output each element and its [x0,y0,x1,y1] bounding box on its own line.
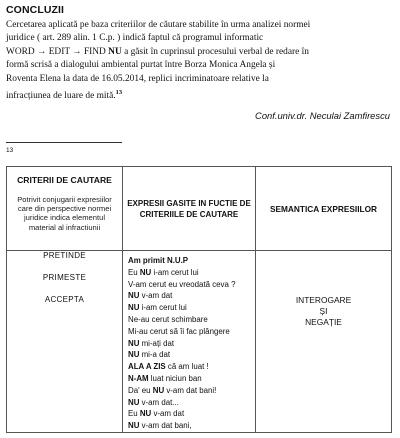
paragraph-line [6,73,392,86]
expression-text: v-am dat bani, [139,421,192,431]
criteria-table [6,166,392,433]
paragraph-text: a găsit în cuprinsul procesului verbal de redare în [121,46,309,57]
search-verb: PRIMESTE [42,273,87,282]
expression-text: NU [128,338,140,348]
expression-text: luat niciun ban [148,373,202,383]
expressions-header-cell [123,167,256,251]
paragraph-text: infracțiunea de luare de mită. [6,91,116,102]
expression-text: NU [128,397,140,407]
phrases-cell [123,251,256,433]
semantic-term: INTEROGARE [295,295,352,305]
found-expression [128,279,255,291]
expression-text: N-AM [128,373,149,383]
footnote-ref: 13 [115,89,123,97]
expression-text: v-am dat [139,291,173,301]
footnote-separator [6,142,122,143]
paragraph-text: formă scrisă a dialogului ambiental purtat între Borza Monica Angela și [6,60,276,71]
found-expression [128,255,255,267]
footnote-number: 13 [6,147,14,154]
conclusion-paragraph [6,19,392,104]
expression-text: NU [128,303,140,313]
paragraph-line [6,32,392,45]
expression-text: mi-a dat [139,350,171,360]
table-body-row [7,251,392,433]
semantics-cell [256,251,392,433]
found-expression [128,385,255,397]
expression-text: v-am dat bani! [164,385,217,395]
expression-text: NU [128,291,140,301]
expression-text: V-am cerut eu vreodată ceva ? [128,279,236,289]
paragraph-text: NU [108,46,122,57]
found-expression [128,373,255,385]
verbs-cell [7,251,123,433]
expressions-header: EXPRESII GASITE IN FUCTIE DE CRITERIILE DE CAUTARE [127,199,251,219]
criteria-note: Potrivit conjugarii expresiilor care din perspective normei juridice indica elementul material al infractiunii [17,195,112,232]
expression-text: Eu [128,267,140,277]
found-expression [128,420,255,432]
criteria-header-cell [7,167,123,251]
paragraph-text: Roventa Elena la data de 16.05.2014, replici incriminatoare relative la [6,73,269,84]
expression-text: Mi-au cerut să îi fac plângere [128,326,230,336]
expression-text: Ne-au cerut schimbare [128,314,208,324]
section-heading: CONCLUZII [6,4,65,16]
found-expression [128,361,255,373]
expression-text: Eu [128,409,140,419]
found-expression [128,397,255,409]
criteria-header: CRITERII DE CAUTARE [17,175,112,185]
expression-text: i-am cerut lui [139,303,187,313]
expression-text: NU [128,421,140,431]
paragraph-text: Cercetarea aplicată pe baza criteriilor de căutare stabilite în urma analizei normei [6,20,311,30]
expression-text: NU [128,350,140,360]
expression-text: că am luat ! [165,362,209,372]
expression-text: Da' eu [128,385,153,395]
search-verb: PRETINDE [43,251,86,260]
search-verb: ACCEPTA [44,295,85,304]
found-expression [128,338,255,350]
expression-text: v-am dat... [139,397,179,407]
paragraph-text: WORD → EDIT → FIND [6,46,109,57]
expression-text: NU [139,267,152,277]
semantic-term: NEGAȚIE [305,317,342,327]
expression-text: NU [139,409,152,419]
expression-text: ALA A ZIS [128,362,166,372]
paragraph-line [6,46,392,59]
expression-text: i-am cerut lui [151,267,199,277]
semantic-term: ȘI [319,306,328,316]
found-expression [128,290,255,302]
semantics-header-cell [256,167,392,251]
table-header-row [7,167,392,251]
semantics-header: SEMANTICA EXPRESIILOR [269,204,378,214]
found-expression [128,349,255,361]
found-expression [128,408,255,420]
expression-text: Am primit N.U.P [128,256,189,265]
paragraph-line [6,59,392,72]
paragraph-line [6,86,392,104]
expression-text: mi-ați dat [139,338,175,348]
paragraph-text: juridice ( art. 289 alin. 1 C.p. ) indică faptul că programul informatic [6,33,264,44]
author-signature: Conf.univ.dr. Neculai Zamfirescu [255,110,390,121]
expression-text: NU [152,385,165,395]
found-expression [128,302,255,314]
found-expression [128,326,255,338]
found-expression [128,314,255,326]
found-expression [128,267,255,279]
expression-text: v-am dat [151,409,185,419]
paragraph-line [6,19,392,32]
